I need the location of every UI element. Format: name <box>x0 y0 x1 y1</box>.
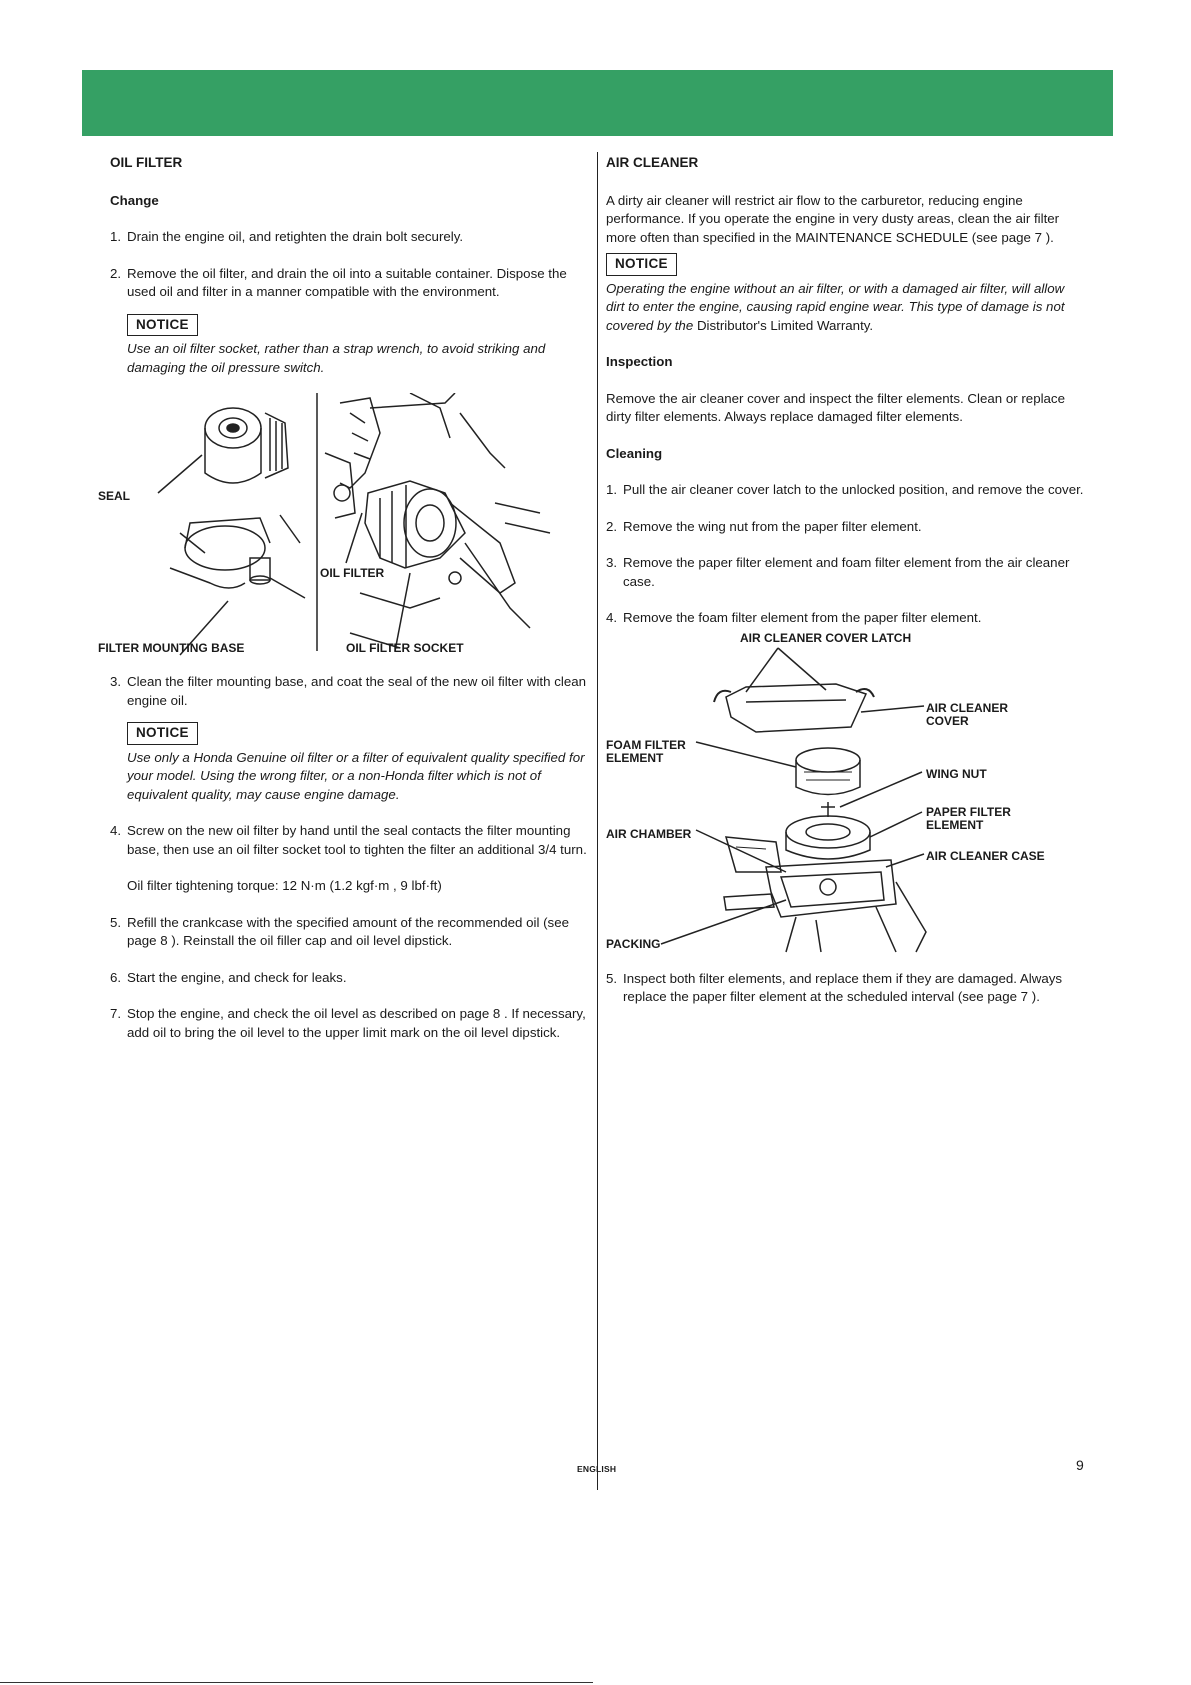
step-text: Remove the paper filter element and foam filter element from the air cleaner case. <box>623 555 1070 589</box>
header-band <box>82 70 1113 136</box>
step-item <box>110 1005 590 1042</box>
air-cleaner-illustration <box>606 632 1086 962</box>
notice-block-2 <box>127 722 590 804</box>
paper-filter-element-label: PAPER FILTER ELEMENT <box>926 804 1011 832</box>
step-number: 1. <box>110 229 122 244</box>
air-cleaner-cover-label: AIR CLEANER COVER <box>926 700 1009 728</box>
cleaning-heading: Cleaning <box>606 445 663 461</box>
air-cleaner-figure <box>606 632 1086 962</box>
step-text: Pull the air cleaner cover latch to the unlocked position, and remove the cover. <box>623 482 1084 497</box>
right-column <box>606 150 1086 1025</box>
step-item <box>110 228 590 247</box>
step-number: 2. <box>110 265 122 281</box>
step-number: 5. <box>110 914 122 930</box>
step-item <box>110 265 590 302</box>
step-text: Refill the crankcase with the specified amount of the recommended oil (see page 8 ). Reinstall the oil filler cap and oil level dipstick. <box>127 914 569 948</box>
torque-spec: Oil filter tightening torque: 12 N·m (1.2 kgf·m , 9 lbf·ft) <box>127 878 442 893</box>
filter-mounting-base-label: FILTER MOUNTING BASE <box>98 641 245 655</box>
step-number: 7. <box>110 1006 122 1021</box>
step-item <box>110 673 590 710</box>
step-item <box>110 822 590 859</box>
step-text: Inspect both filter elements, and replace them if they are damaged. Always replace the paper filter element at the scheduled interval (see page 7 ). <box>623 970 1063 1004</box>
step-text: Remove the oil filter, and drain the oil into a suitable container. Dispose the used oil and filter in a manner compatible with the environment. <box>127 265 567 299</box>
step-number: 3. <box>110 674 122 689</box>
foam-filter-element-label: FOAM FILTER ELEMENT <box>606 737 686 765</box>
bottom-rule <box>0 1682 593 1683</box>
packing-label: PACKING <box>606 936 661 951</box>
step-text: Clean the filter mounting base, and coat the seal of the new oil filter with clean engine oil. <box>127 674 587 708</box>
step-text: Start the engine, and check for leaks. <box>127 969 347 985</box>
air-cleaner-cover-latch-label: AIR CLEANER COVER LATCH <box>740 630 912 645</box>
step-number: 5. <box>606 970 618 986</box>
notice-label: NOTICE <box>606 253 677 276</box>
notice-block-1 <box>127 314 590 378</box>
air-chamber-label: AIR CHAMBER <box>606 826 692 841</box>
step-number: 2. <box>606 518 618 534</box>
air-cleaner-heading: AIR CLEANER <box>606 155 699 170</box>
notice-text-plain: Distributor's Limited Warranty. <box>696 317 874 333</box>
oil-filter-step-4 <box>110 822 590 859</box>
inspection-heading: Inspection <box>606 354 673 369</box>
notice-label: NOTICE <box>127 722 198 745</box>
page-number: 9 <box>1076 1457 1084 1473</box>
step-number: 3. <box>606 555 618 570</box>
step-text: Drain the engine oil, and retighten the drain bolt securely. <box>127 229 464 244</box>
step-text: Remove the foam filter element from the paper filter element. <box>623 610 982 625</box>
oil-filter-steps-a <box>110 228 590 302</box>
step-text: Remove the wing nut from the paper filter element. <box>623 518 922 534</box>
step-number: 6. <box>110 969 122 985</box>
oil-filter-heading: OIL FILTER <box>110 155 183 170</box>
step-item <box>606 609 1086 628</box>
step-text: Screw on the new oil filter by hand until the seal contacts the filter mounting base, then use an oil filter socket tool to tighten the filter an additional 3/4 turn. <box>127 823 587 857</box>
footer-language: ENGLISH <box>577 1464 617 1474</box>
inspection-text: Remove the air cleaner cover and inspect the filter elements. Clean or replace dirty filter elements. Always replace damaged filter elements. <box>606 390 1065 424</box>
notice-text: Use only a Honda Genuine oil filter or a filter of equivalent quality specified for your model. Using the wrong filter, or a non-Honda filter which is not of equivalent quality, may cause engine damage. <box>127 749 585 802</box>
oil-filter-figure <box>98 393 590 663</box>
step-item <box>110 914 590 951</box>
notice-label: NOTICE <box>127 314 198 337</box>
step-number: 4. <box>606 610 618 625</box>
air-cleaner-steps <box>606 481 1086 628</box>
column-divider <box>597 152 598 1490</box>
oil-filter-illustration <box>110 393 590 663</box>
step-text: Stop the engine, and check the oil level as described on page 8 . If necessary, add oil to bring the oil level to the upper limit mark on the oil level dipstick. <box>127 1006 586 1040</box>
step-item <box>606 518 1086 537</box>
notice-text: Use an oil filter socket, rather than a strap wrench, to avoid striking and damaging the oil pressure switch. <box>127 341 546 375</box>
oil-filter-label: OIL FILTER <box>320 566 385 580</box>
change-subheading: Change <box>110 192 159 208</box>
air-cleaner-case-label: AIR CLEANER CASE <box>926 848 1045 863</box>
step-item <box>110 969 590 988</box>
step-number: 1. <box>606 482 618 497</box>
left-column <box>98 150 590 1060</box>
wing-nut-label: WING NUT <box>926 766 987 781</box>
notice-text <box>606 280 1086 336</box>
oil-filter-socket-label: OIL FILTER SOCKET <box>346 641 464 655</box>
step-number: 4. <box>110 823 122 838</box>
air-cleaner-step-5 <box>606 970 1086 1007</box>
seal-label: SEAL <box>98 489 131 503</box>
air-cleaner-intro: A dirty air cleaner will restrict air flow to the carburetor, reducing engine performance. If you operate the engine in very dusty areas, clean the air filter more often than specified in the MAINTENANCE SCHEDULE (see page 7 ). <box>606 192 1060 245</box>
step-item <box>606 481 1086 500</box>
step-item <box>606 970 1086 1007</box>
oil-filter-step-3 <box>110 673 590 710</box>
notice-text-italic: Operating the engine without an air filter, or with a damaged air filter, will allow dirt to enter the engine, causing rapid engine wear. This type of damage is not covered by the <box>606 280 1065 333</box>
oil-filter-steps-b <box>110 914 590 1043</box>
step-item <box>606 554 1086 591</box>
